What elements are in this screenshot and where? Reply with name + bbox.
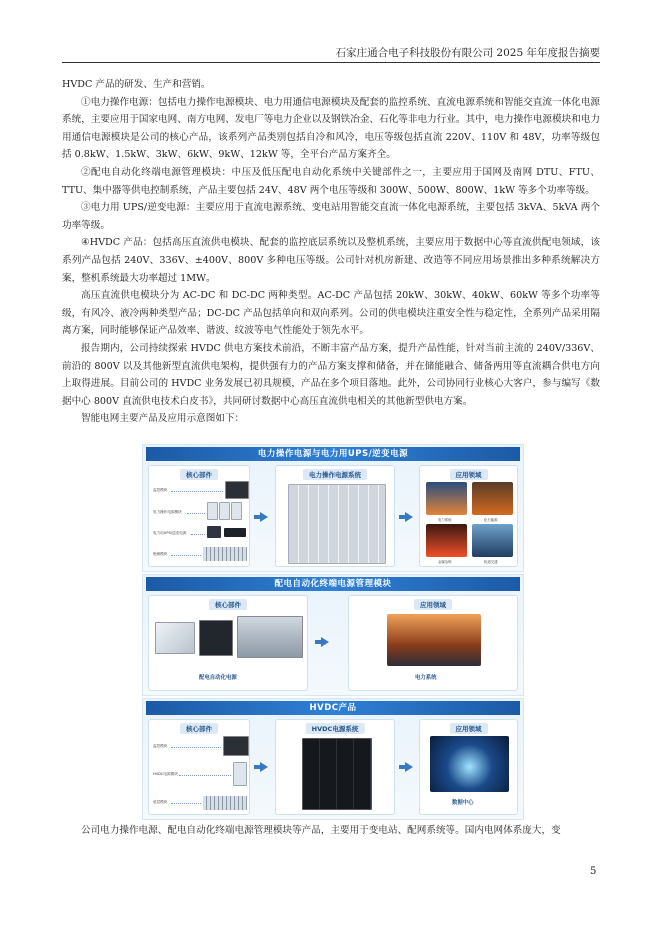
section-title: 配电自动化终端电源管理模块 — [146, 577, 520, 591]
power-module-image — [219, 502, 230, 520]
component-label: 底层模块 — [153, 800, 168, 804]
data-center-photo — [430, 736, 509, 792]
leader-line — [171, 491, 223, 492]
applications-panel — [419, 719, 518, 815]
distribution-power-image — [155, 622, 195, 654]
distribution-power-image — [237, 616, 303, 658]
insulation-module-image — [203, 547, 247, 561]
application-label: 化石能源 — [484, 518, 498, 522]
panel-title: HVDC电源系统 — [306, 723, 365, 734]
leader-line — [187, 513, 205, 514]
panel-title: 核心部件 — [180, 723, 218, 734]
hvdc-cabinet-image — [302, 738, 372, 810]
metal-smelting-photo — [426, 524, 467, 557]
ups-module-image — [224, 528, 246, 537]
arrow-right-icon — [321, 637, 329, 647]
fossil-energy-photo — [472, 482, 513, 515]
panel-title: 电力操作电源系统 — [303, 469, 367, 480]
component-label: 监控模块 — [153, 744, 168, 748]
application-caption: 数据中心 — [452, 800, 474, 806]
section-distribution-automation — [142, 574, 524, 696]
page-number: 5 — [590, 866, 597, 877]
paragraph: ②配电自动化终端电源管理模块：中压及低压配电自动化系统中关键部件之一，主要应用于国网及南网 DTU、FTU、TTU、集中器等供电控制系统，产品主要包括 24V、48V 两个电压等级和 300W、500W、800W、1kW 等多个功率等级。 — [62, 166, 600, 196]
distribution-power-image — [199, 620, 233, 656]
monitor-module-image — [225, 481, 249, 499]
rail-transit-photo — [472, 524, 513, 557]
base-module-image — [203, 796, 247, 810]
core-components-panel — [148, 595, 308, 691]
paragraph: ③电力用 UPS/逆变电源：主要应用于直流电源系统、变电站用智能交直流一体化电源系统，主要包括 3kVA、5kVA 两个功率等级。 — [62, 202, 600, 231]
applications-panel — [348, 595, 518, 691]
section-hvdc — [142, 698, 524, 820]
power-module-image — [207, 502, 218, 520]
product-diagram — [142, 444, 522, 818]
paragraph: 高压直流供电模块分为 AC-DC 和 DC-DC 两种类型。AC-DC 产品包括 20kW、30kW、40kW、60kW 等多个功率等级，有风冷、液冷两种类型产品；DC-DC 产品包括单向和双向系列。公司的供电模块注重安全性与稳定性，全系列产品采用隔离方案，同时能够保证产品效率、谐波、纹波等电气性能处于领先水平。 — [62, 290, 600, 337]
component-label: 电力操作电源模块 — [153, 510, 182, 514]
arrow-right-icon — [260, 512, 268, 522]
arrow-right-icon — [405, 512, 413, 522]
component-caption: 配电自动化电源 — [199, 675, 237, 681]
leader-line — [171, 555, 201, 556]
panel-title: 应用领域 — [450, 723, 488, 734]
section-title: 电力操作电源与电力用UPS/逆变电源 — [146, 447, 520, 461]
applications-panel — [419, 465, 518, 567]
component-label: HVDC电源模块 — [153, 772, 178, 776]
power-module-image — [231, 502, 242, 520]
ups-module-image — [207, 526, 221, 538]
power-tower-photo — [387, 614, 481, 666]
arrow-right-icon — [260, 762, 268, 772]
component-label: 绝缘模块 — [153, 552, 168, 556]
paragraph: ①电力操作电源：包括电力操作电源模块、电力用通信电源模块及配套的监控系统、直流电源系统和智能交直流一体化电源系统，主要应用于国家电网、南方电网、发电厂等电力企业以及钢铁冶金、石化等非电力行业。其中，电力操作电源模块和电力用通信电源模块是公司的核心产品，该系列产品类别包括自冷和风冷，电压等级包括直流 220V、110V 和 48V，功率等级包括 0.8kW、1.5kW、3kW、6kW、9kW、12kW 等，全平台产品方案齐全。 — [62, 96, 600, 161]
cabinet-system-image — [288, 484, 386, 564]
panel-title: 应用领域 — [450, 469, 488, 480]
core-components-panel — [148, 719, 250, 815]
application-label: 金属冶炼 — [438, 560, 452, 564]
monitor-module-image — [223, 736, 249, 756]
leader-line — [171, 803, 201, 804]
trailing-paragraph — [62, 822, 600, 840]
body-text — [62, 76, 600, 428]
paragraph: 公司电力操作电源、配电自动化终端电源管理模块等产品，主要用于变电站、配网系统等。国内电网体系庞大，变 — [81, 825, 561, 836]
panel-title: 核心部件 — [209, 599, 247, 610]
system-panel — [275, 719, 395, 815]
section-power-supply — [142, 444, 524, 572]
section-title: HVDC产品 — [146, 701, 520, 715]
leader-line — [171, 747, 221, 748]
application-caption: 电力系统 — [415, 675, 437, 681]
component-label: 监控模块 — [153, 488, 168, 492]
arrow-right-icon — [405, 762, 413, 772]
panel-title: 核心部件 — [180, 469, 218, 480]
leader-line — [191, 534, 205, 535]
paragraph: HVDC 产品的研发、生产和营销。 — [62, 79, 211, 90]
paragraph: 报告期内，公司持续探索 HVDC 供电方案技术前沿，不断丰富产品方案，提升产品性能，针对当前主流的 240V/336V、前沿的 800V 以及其他新型直流供电架构，提供强有力的产品方案支撑和储备，并在储能融合、储备两用等直流耦合供电方向上取得进展。目前公司的 HVDC 业务发展已初具规模，产品在多个项目落地。此外，公司协同行业核心大客户，参与编写《数据中心 800V 直流供电技术白皮书》，共同研讨数据中心高压直流供电相关的其他新型供电方案。 — [62, 342, 600, 407]
application-label: 电力系统 — [438, 518, 452, 522]
paragraph: ④HVDC 产品：包括高压直流供电模块、配套的监控底层系统以及整机系统，主要应用于数据中心等直流供配电领域，该系列产品包括 240V、336V、±400V、800V 多种电压等级。公司针对机房新建、改造等不同应用场景推出多种系统解决方案，整机系统最大功率超过 1MW。 — [62, 237, 600, 284]
panel-title: 应用领域 — [414, 599, 452, 610]
core-components-panel — [148, 465, 250, 567]
component-label: 电力用UPS/逆变电源 — [153, 531, 187, 535]
application-label: 轨道交通 — [484, 560, 498, 564]
system-panel — [275, 465, 395, 567]
power-system-photo — [426, 482, 467, 515]
hvdc-module-image — [233, 762, 247, 786]
leader-line — [179, 775, 231, 776]
paragraph: 智能电网主要产品及应用示意图如下： — [81, 413, 245, 425]
page-header: 石家庄通合电子科技股份有限公司 2025 年年度报告摘要 — [62, 46, 600, 63]
